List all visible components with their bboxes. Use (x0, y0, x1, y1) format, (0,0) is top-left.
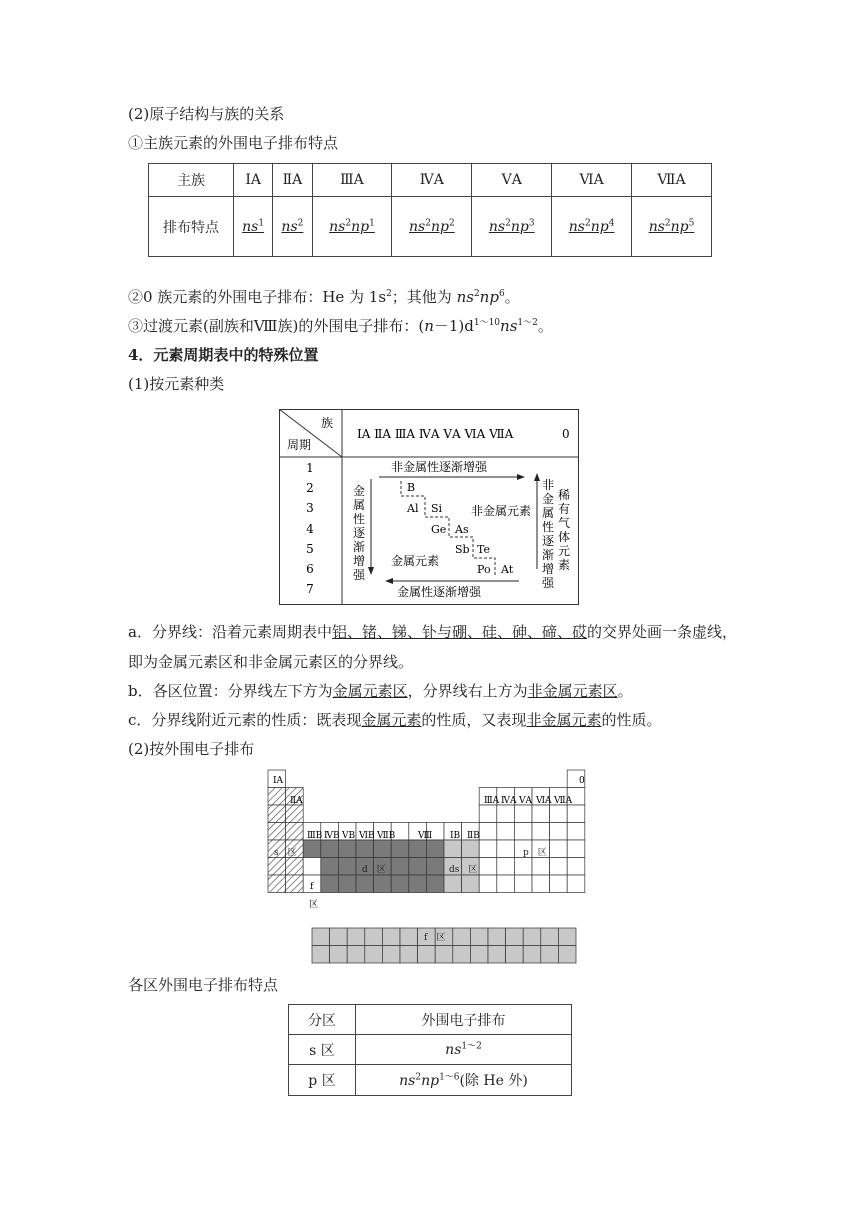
vchar: 强 (352, 568, 366, 582)
s-block-cell (268, 788, 286, 806)
vchar: 增 (352, 554, 366, 568)
config-cell: $ns^2np^1$ (312, 197, 392, 257)
f-row-cell (541, 928, 559, 946)
ds-block-cell (462, 840, 480, 858)
left-vertical-label (353, 483, 366, 582)
f-row-cell (453, 928, 471, 946)
table-cell (567, 805, 585, 823)
vchar: 元 (557, 544, 571, 558)
block-heading: 各区外围电子排布特点 (128, 976, 279, 994)
group-header: ⅦA (632, 164, 712, 197)
table-cell (567, 823, 585, 841)
s-block-cell (286, 858, 304, 876)
vchar: 增 (541, 562, 555, 576)
vchar: 性 (541, 520, 555, 534)
table-cell (497, 858, 515, 876)
top-arrow-label: 非金属性逐渐增强 (390, 460, 488, 474)
d-block-cell (409, 858, 427, 876)
f-row-cell (365, 946, 383, 964)
group-label: 0 (579, 776, 585, 786)
f-row-cell (523, 946, 541, 964)
vchar: 有 (557, 502, 571, 516)
group-label: ⅠA (273, 776, 284, 786)
f-row-cell (506, 946, 524, 964)
group-label: Ⅷ (418, 831, 433, 841)
group-header: ⅣA (392, 164, 472, 197)
d-block-cell (409, 840, 427, 858)
main-group-table (148, 163, 712, 257)
table-cell (479, 823, 497, 841)
f-row-cell (382, 928, 400, 946)
table-cell (514, 805, 532, 823)
ds-block-cell (444, 875, 462, 893)
table-cell (532, 805, 550, 823)
d-block-cell (391, 858, 409, 876)
group-header: ⅠA (234, 164, 273, 197)
f-row-cell (330, 946, 348, 964)
group-label: ⅦA (554, 796, 573, 806)
table-cell (497, 875, 515, 893)
f-row-cell (523, 928, 541, 946)
groups-row: ⅠA ⅡA ⅢA ⅣA ⅤA ⅥA ⅦA (357, 427, 514, 441)
f-row-cell (347, 928, 365, 946)
table-cell (479, 805, 497, 823)
element-label: Ge (431, 523, 447, 536)
config-cell: $ns^1$ (234, 197, 273, 257)
d-block-cell (391, 840, 409, 858)
periodic-block-figure (266, 768, 592, 966)
table-cell (550, 805, 568, 823)
group-header: ⅥA (552, 164, 632, 197)
s-block-cell (268, 823, 286, 841)
d-block-cell (321, 875, 339, 893)
table-cell (532, 823, 550, 841)
vchar: 性 (352, 512, 366, 526)
section-4-heading: 4．元素周期表中的特殊位置 (128, 346, 319, 364)
f-row-cell (347, 946, 365, 964)
config-cell: $ns^2np^5$ (632, 197, 712, 257)
d-block-cell (321, 840, 339, 858)
ds-block-cell (444, 840, 462, 858)
table-cell (550, 840, 568, 858)
table-cell (550, 858, 568, 876)
table-cell (550, 823, 568, 841)
f-row-cell (312, 928, 330, 946)
d-block-cell (321, 858, 339, 876)
group-label: ⅡB (467, 831, 480, 841)
s-block-label: s 区 (274, 848, 297, 858)
subheading-by-config: (2)按外围电子排布 (128, 740, 255, 758)
group-header: ⅢA (312, 164, 392, 197)
s-block-cell (286, 875, 304, 893)
para-c: c．分界线附近元素的性质：既表现金属元素的性质，又表现非金属元素的性质。 (128, 711, 662, 729)
s-block-cell (286, 823, 304, 841)
s-block-cell (268, 858, 286, 876)
para-b: b．各区位置：分界线左下方为金属元素区，分界线右上方为非金属元素区。 (128, 682, 633, 700)
vchar: 稀 (557, 488, 571, 502)
f-row-cell (506, 928, 524, 946)
subheading-by-kind: (1)按元素种类 (128, 375, 225, 393)
vchar: 非 (541, 478, 555, 492)
group-header: ⅤA (472, 164, 552, 197)
s-block-cell (286, 805, 304, 823)
period-label: 6 (306, 562, 314, 576)
d-block-cell (426, 840, 444, 858)
table-cell (567, 875, 585, 893)
d-block-cell (409, 875, 427, 893)
table-cell (479, 840, 497, 858)
table-cell (567, 858, 585, 876)
element-label: As (455, 523, 469, 536)
metal-region-label: 金属元素 (390, 554, 440, 568)
vchar: 素 (557, 558, 571, 572)
group-label: ⅢA (484, 796, 500, 806)
d-block-cell (374, 840, 392, 858)
f-row-cell (558, 946, 576, 964)
f-row-label: f 区 (424, 933, 446, 943)
d-block-cell (356, 875, 374, 893)
table-header: 外围电子排布 (356, 1005, 572, 1035)
vchar: 体 (557, 530, 571, 544)
period-label: 2 (306, 481, 314, 495)
table-cell (514, 823, 532, 841)
element-label: B (407, 481, 416, 494)
d-block-cell (303, 840, 321, 858)
element-label: At (501, 563, 514, 576)
f-row-cell (470, 946, 488, 964)
table-header-label: 主族 (149, 164, 234, 197)
period-label: 7 (306, 582, 314, 596)
right-vertical-label (542, 477, 555, 590)
config-cell: $ns^2np^2$ (392, 197, 472, 257)
group-label: ⅢB (307, 831, 323, 841)
group-label: ⅤB (342, 831, 356, 841)
f-row-cell (488, 946, 506, 964)
vchar: 气 (557, 516, 571, 530)
f-row-cell (453, 946, 471, 964)
nonmetal-region-label: 非金属元素 (470, 504, 532, 518)
f-row-cell (488, 928, 506, 946)
period-label: 3 (306, 501, 314, 515)
element-label: Si (431, 502, 443, 515)
header-group-label: 族 (321, 416, 334, 430)
table-cell (497, 840, 515, 858)
f-row-cell (541, 946, 559, 964)
table-header: 分区 (289, 1005, 356, 1035)
table-row-label: 排布特点 (149, 197, 234, 257)
period-label: 1 (306, 461, 314, 475)
d-block-label: d 区 (362, 865, 386, 875)
ds-block-cell (462, 875, 480, 893)
group-label: ⅡA (290, 796, 303, 806)
period-label: 5 (306, 542, 314, 556)
table-row (289, 1065, 572, 1096)
header-period-label: 周期 (287, 438, 312, 452)
f-row-cell (382, 946, 400, 964)
vchar: 逐 (352, 526, 366, 540)
section-heading: (2)原子结构与族的关系 (128, 105, 285, 123)
f-row-cell (418, 946, 436, 964)
vchar: 属 (541, 506, 555, 520)
d-block-cell (338, 858, 356, 876)
table-cell (514, 875, 532, 893)
period-label: 4 (306, 522, 314, 536)
group-header: ⅡA (273, 164, 312, 197)
transition-line: ③过渡元素(副族和Ⅷ族)的外围电子排布：$(n-1)d^{1\sim 10}ns^{1\sim 2}$。 (128, 317, 553, 335)
group0-line: ②0 族元素的外围电子排布：He 为 $1s^2$；其他为 $ns^2np^6$。 (128, 288, 520, 306)
f-row-cell (558, 928, 576, 946)
config-cell: $ns^2np^4$ (552, 197, 632, 257)
p-block-label: p 区 (523, 848, 547, 858)
table-cell (567, 840, 585, 858)
f-row-cell (365, 928, 383, 946)
f-block-cell (303, 858, 321, 876)
rare-gas-label (558, 487, 570, 572)
table-cell (550, 875, 568, 893)
d-block-cell (391, 875, 409, 893)
f-row-cell (400, 928, 418, 946)
vchar: 渐 (352, 540, 366, 554)
group-label: ⅦB (377, 831, 396, 841)
para-a-line2: 即为金属元素区和非金属元素区的分界线。 (128, 653, 414, 671)
block-config-table (288, 1004, 572, 1096)
d-block-cell (338, 875, 356, 893)
s-block-cell (268, 805, 286, 823)
vchar: 逐 (541, 534, 555, 548)
f-row-cell (435, 946, 453, 964)
group-zero: 0 (562, 427, 570, 441)
d-block-cell (426, 858, 444, 876)
d-block-cell (338, 840, 356, 858)
config-cell: $ns^2$ (273, 197, 312, 257)
group-label: ⅣB (324, 831, 340, 841)
element-label: Te (477, 543, 490, 556)
group-label: ⅠB (450, 831, 461, 841)
s-block-cell (268, 875, 286, 893)
vchar: 渐 (541, 548, 555, 562)
table-cell (497, 805, 515, 823)
periodic-metal-nonmetal-figure (279, 409, 579, 605)
ds-block-label: ds 区 (449, 865, 478, 875)
vchar: 金 (541, 492, 555, 506)
f-row-cell (400, 946, 418, 964)
group-label: ⅤA (519, 796, 532, 806)
d-block-cell (426, 875, 444, 893)
table-cell (532, 875, 550, 893)
element-label: Po (477, 563, 491, 576)
f-block-label: 区 (309, 900, 319, 910)
f-row-cell (470, 928, 488, 946)
vchar: 属 (352, 498, 366, 512)
d-block-cell (356, 840, 374, 858)
config-cell: $ns^2np^{1\sim 6}$(除 He 外) (356, 1065, 572, 1096)
f-row-cell (330, 928, 348, 946)
group-label: ⅥB (359, 831, 375, 841)
table-cell (532, 858, 550, 876)
f-block-label: f (310, 882, 314, 892)
para-a-line1: a．分界线：沿着元素周期表中铝、锗、锑、钋与硼、硅、砷、碲、砹的交界处画一条虚线， (128, 623, 737, 641)
subheading-main-group: ①主族元素的外围电子排布特点 (128, 134, 339, 152)
zone-cell: p 区 (289, 1065, 356, 1096)
vchar: 金 (352, 484, 366, 498)
table-cell (479, 875, 497, 893)
element-label: Al (407, 502, 419, 515)
config-cell: $ns^{1\sim 2}$ (356, 1035, 572, 1065)
table-cell (497, 823, 515, 841)
f-row-cell (312, 946, 330, 964)
config-cell: $ns^2np^3$ (472, 197, 552, 257)
table-cell (514, 858, 532, 876)
group-label: ⅥA (536, 796, 552, 806)
table-cell (479, 858, 497, 876)
d-block-cell (374, 875, 392, 893)
vchar: 强 (541, 576, 555, 590)
bottom-arrow-label: 金属性逐渐增强 (396, 585, 482, 599)
table-row (289, 1035, 572, 1065)
zone-cell: s 区 (289, 1035, 356, 1065)
group-label: ⅣA (501, 796, 517, 806)
element-label: Sb (455, 543, 470, 556)
